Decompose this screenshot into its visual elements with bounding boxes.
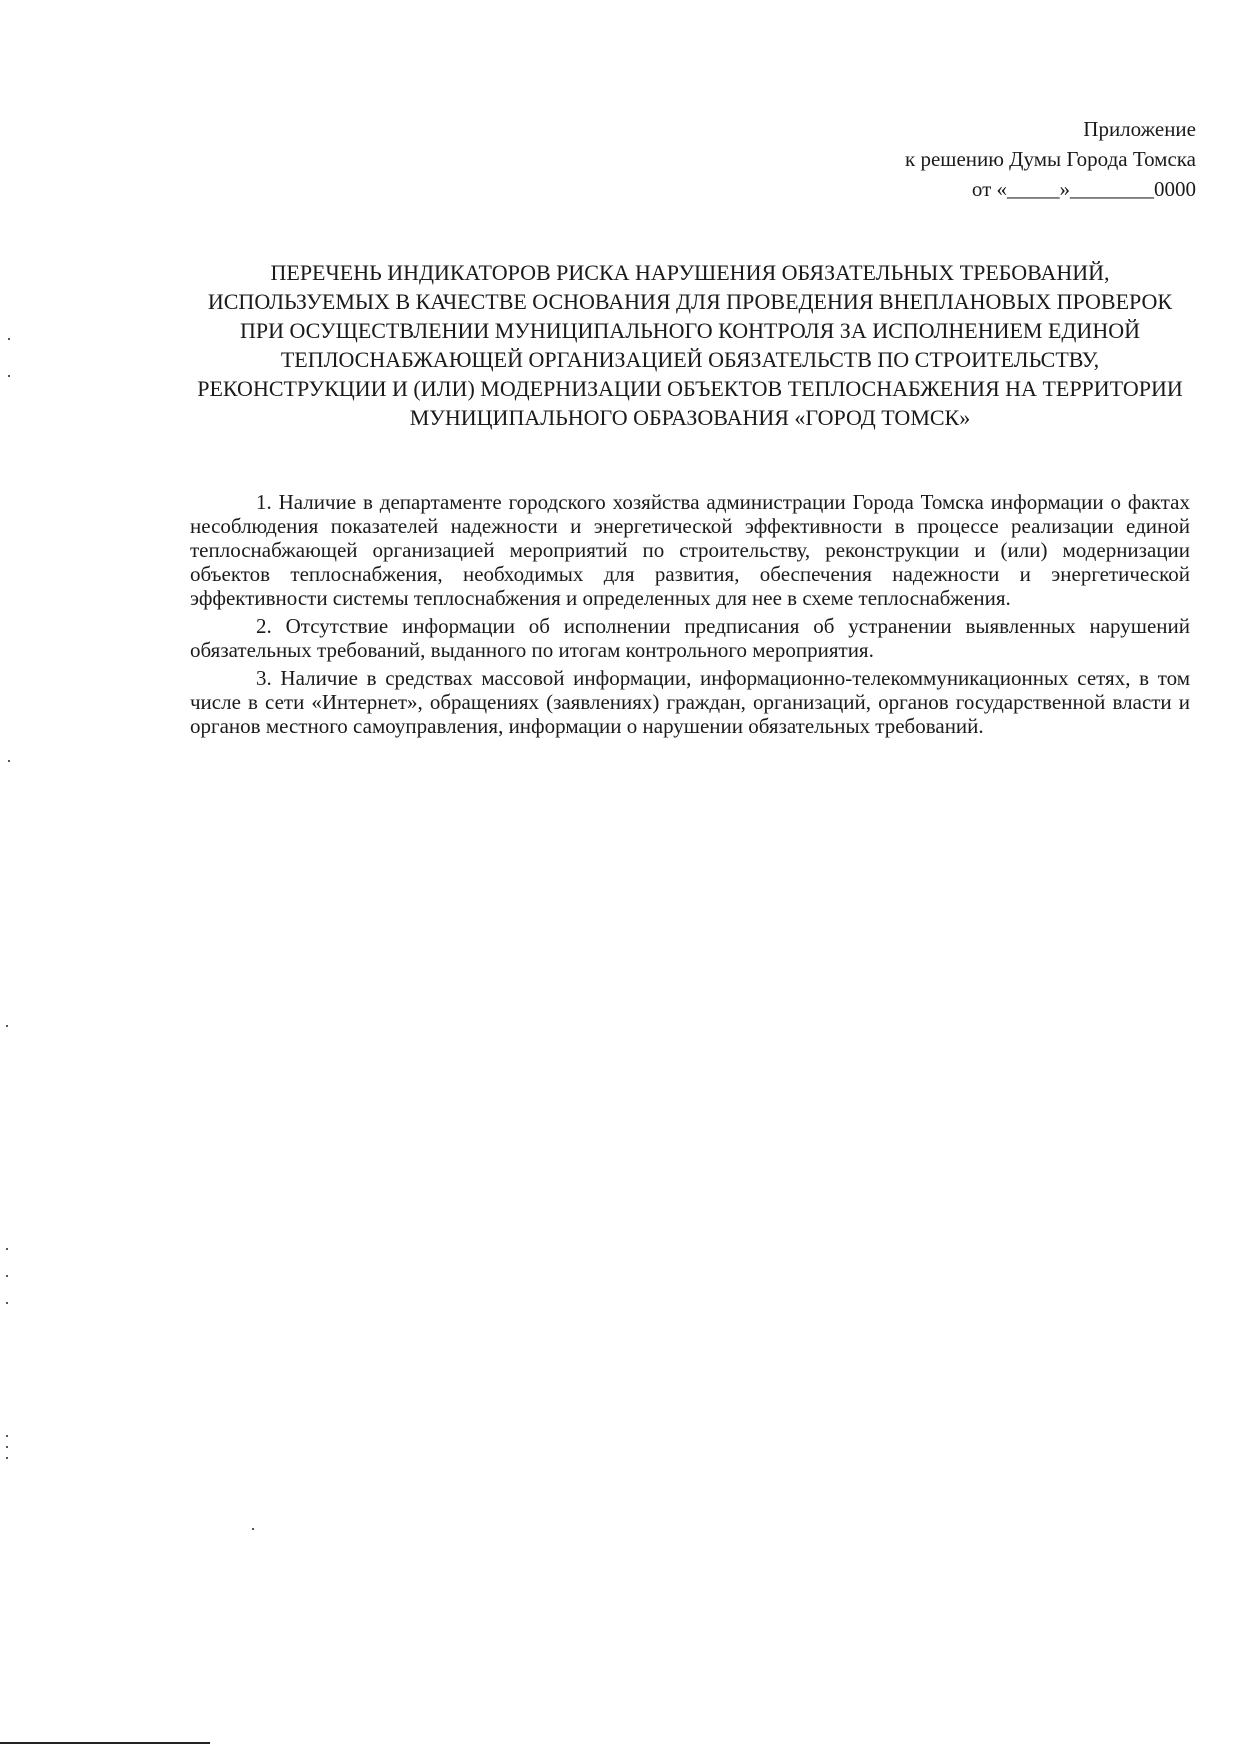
scan-mark <box>8 338 10 340</box>
paragraph-1: 1. Наличие в департаменте городского хозяйства администрации Города Томска информации о фактах несоблюдения показателей надежности и энергетической эффективности в процессе реализации единой теплоснабжающей организацией мероприятий по строительству, реконструкции и (или) модернизации объектов теплоснабжения, необходимых для развития, обеспечения надежности и энергетической эффективности системы теплоснабжения и определенных для нее в схеме теплоснабжения. <box>190 490 1190 610</box>
paragraph-3: 3. Наличие в средствах массовой информации, информационно-телекоммуникационных сетях, в том числе в сети «Интернет», обращениях (заявлениях) граждан, организаций, органов государственной власти и органов местного самоуправления, информации о нарушении обязательных требований. <box>190 666 1190 738</box>
document-body <box>190 490 1190 742</box>
document-title: ПЕРЕЧЕНЬ ИНДИКАТОРОВ РИСКА НАРУШЕНИЯ ОБЯЗАТЕЛЬНЫХ ТРЕБОВАНИЙ, ИСПОЛЬЗУЕМЫХ В КАЧЕСТВЕ ОСНОВАНИЯ ДЛЯ ПРОВЕДЕНИЯ ВНЕПЛАНОВЫХ ПРОВЕРОК ПРИ ОСУЩЕСТВЛЕНИИ МУНИЦИПАЛЬНОГО КОНТРОЛЯ ЗА ИСПОЛНЕНИЕМ ЕДИНОЙ ТЕПЛОСНАБЖАЮЩЕЙ ОРГАНИЗАЦИЕЙ ОБЯЗАТЕЛЬСТВ ПО СТРОИТЕЛЬСТВУ, РЕКОНСТРУКЦИИ И (ИЛИ) МОДЕРНИЗАЦИИ ОБЪЕКТОВ ТЕПЛОСНАБЖЕНИЯ НА ТЕРРИТОРИИ МУНИЦИПАЛЬНОГО ОБРАЗОВАНИЯ «ГОРОД ТОМСК» <box>197 260 1183 430</box>
decision-reference: к решению Думы Города Томска <box>905 147 1196 171</box>
scan-mark <box>6 1025 8 1027</box>
scan-mark <box>6 1446 8 1448</box>
scan-mark <box>6 1275 8 1277</box>
paragraph-2: 2. Отсутствие информации об исполнении предписания об устранении выявленных нарушений обязательных требований, выданного по итогам контрольного мероприятия. <box>190 614 1190 662</box>
scan-mark <box>6 1248 8 1250</box>
scan-mark <box>8 375 10 377</box>
footnote-rule <box>0 1742 210 1744</box>
scan-mark <box>252 1528 254 1530</box>
scan-mark <box>6 1302 8 1304</box>
appendix-label: Приложение <box>1083 117 1196 141</box>
scan-mark <box>8 760 10 762</box>
appendix-header <box>696 114 1196 204</box>
decision-date: от «_____»________0000 <box>971 177 1196 201</box>
scan-mark <box>6 1435 8 1437</box>
scan-mark <box>6 1457 8 1459</box>
